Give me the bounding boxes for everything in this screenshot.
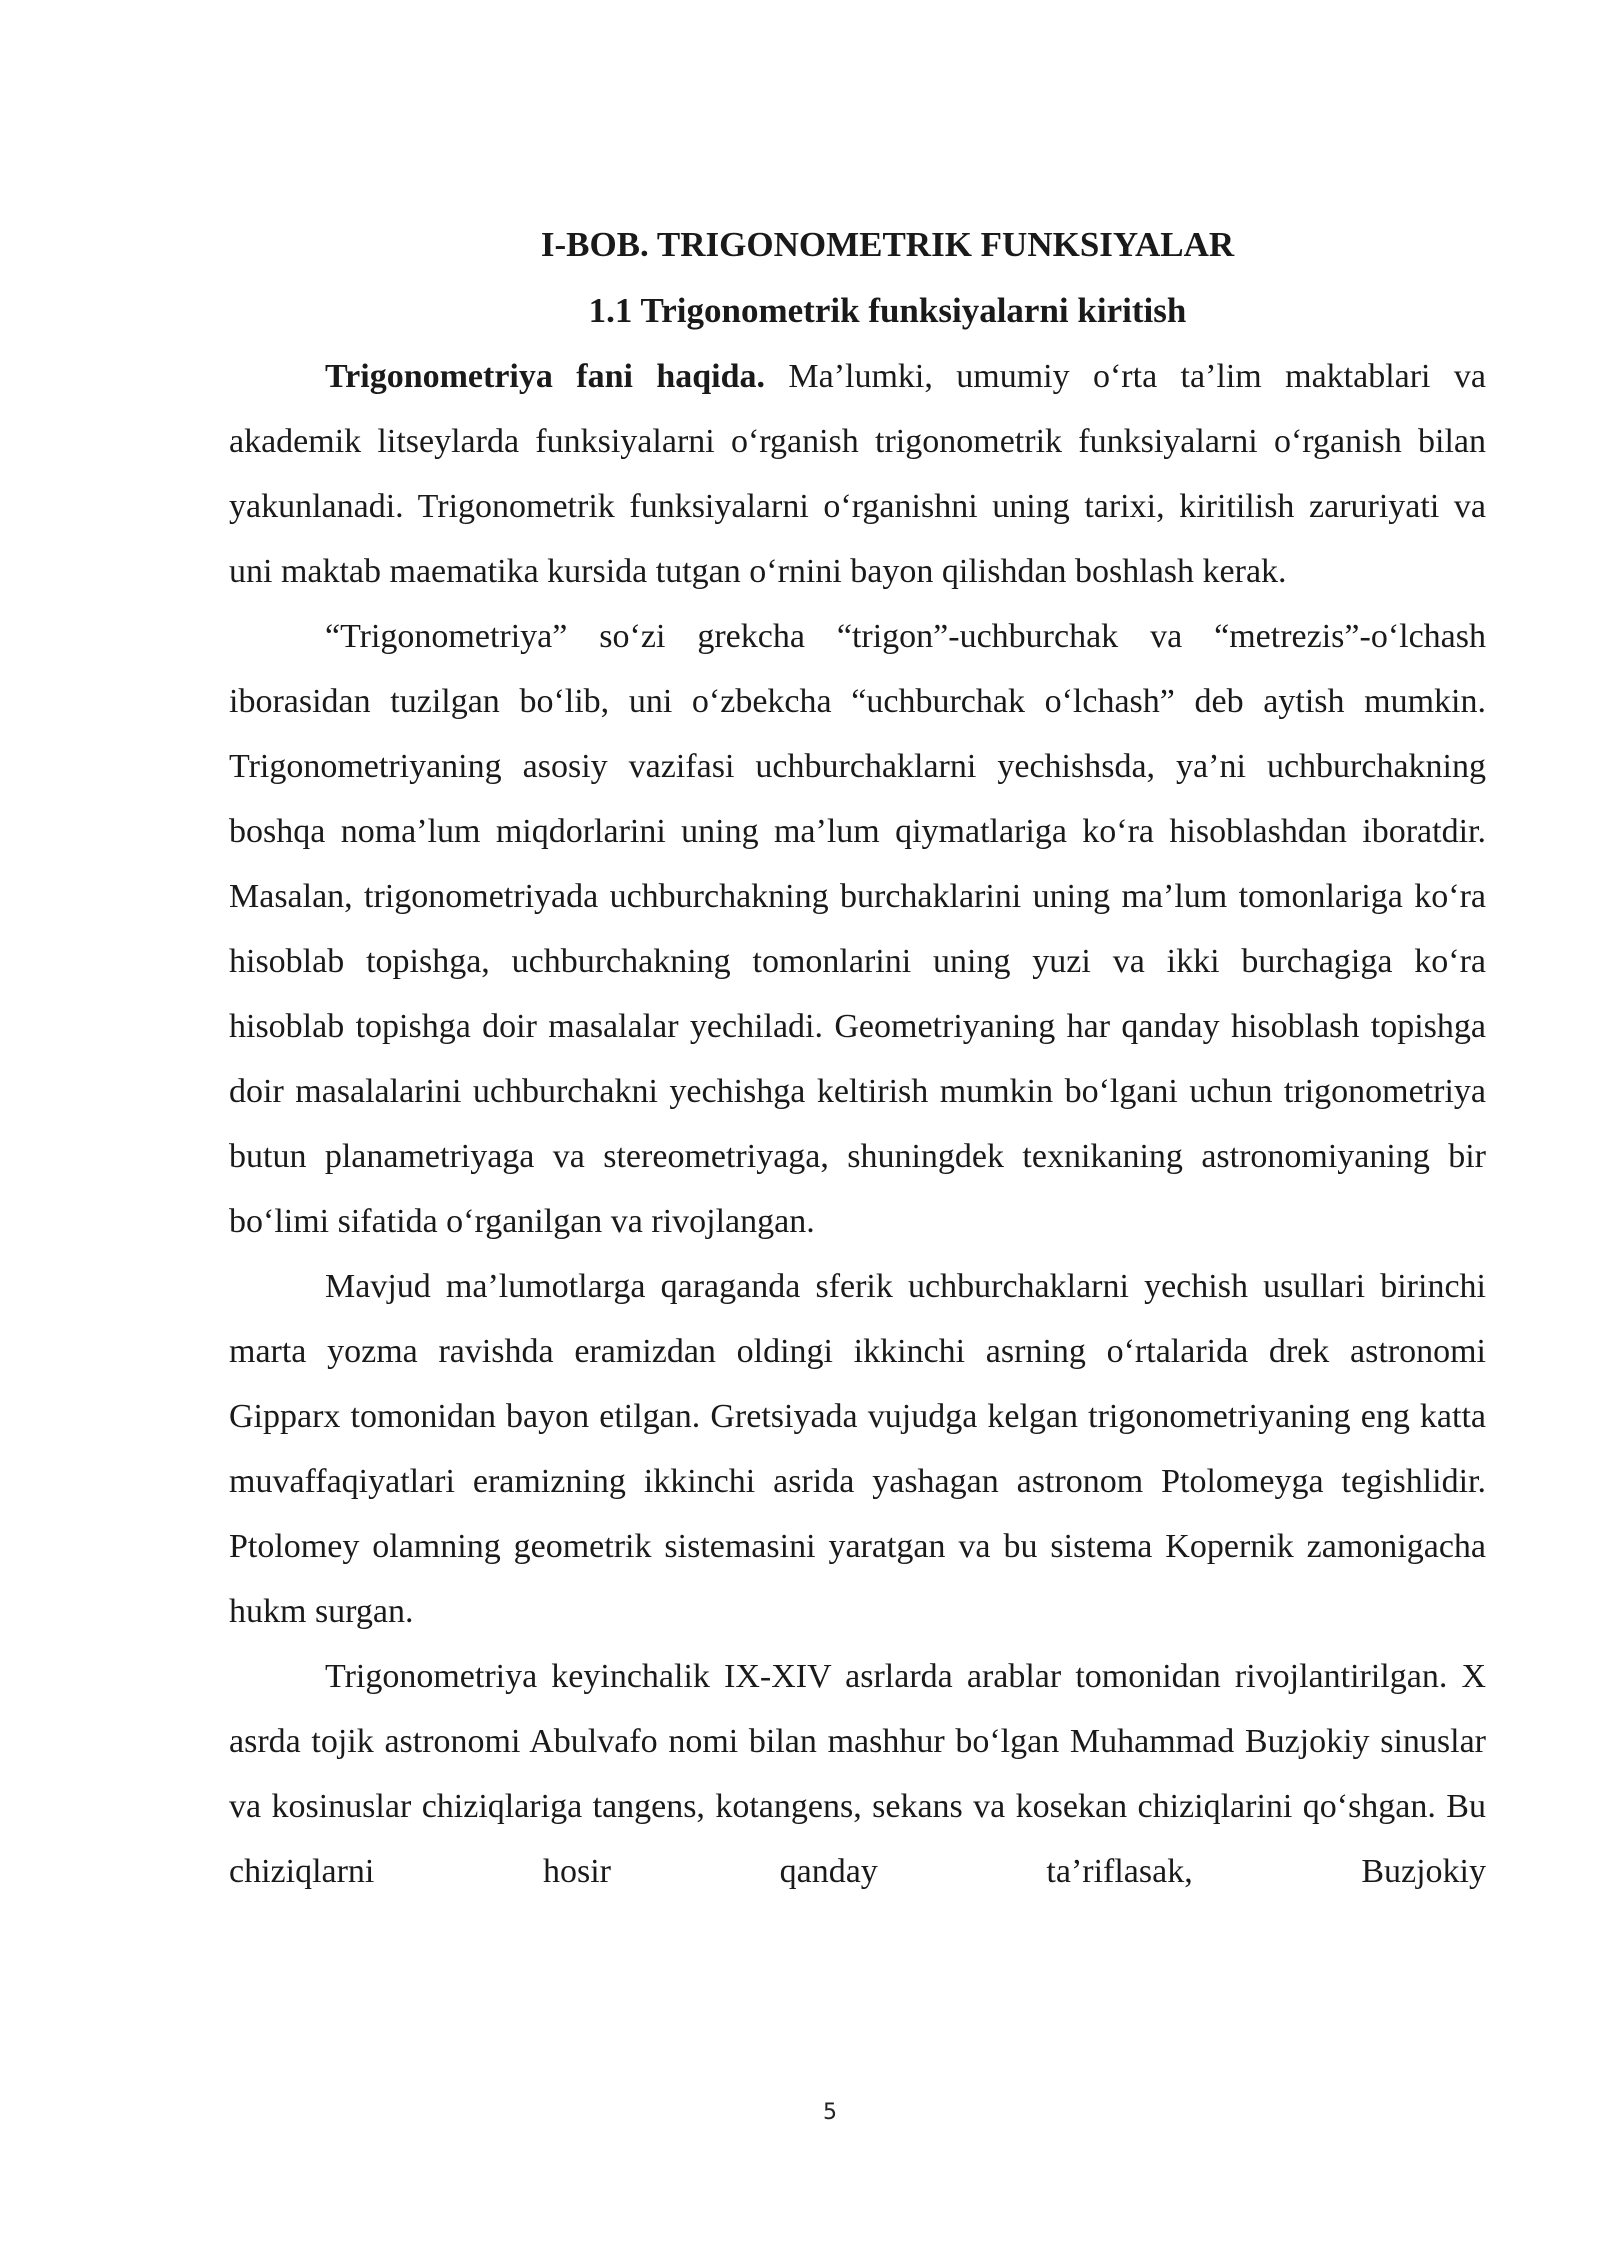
chapter-title: I-BOB. TRIGONOMETRIK FUNKSIYALAR [540, 225, 1235, 264]
paragraph-text: Ma’lumki, umumiy o‘rta ta’lim maktablari va akademik litseylarda funksiyalarni o‘rganish trigonometrik funksiyalarni o‘rganish bilan yakunlanadi. Trigonometrik funksiyalarni o‘rganishni uning tarixi, kiritilish zaruriyati va uni maktab maematika kursida tutgan o‘rnini bayon qilishdan boshlash kerak. [229, 358, 1486, 590]
paragraph: Trigonometriya keyinchalik IX-XIV asrlarda arablar tomonidan rivojlantirilgan. X asrda tojik astronomi Abulvafo nomi bilan mashhur bo‘lgan Muhammad Buzjokiy sinuslar va kosinuslar chiziqlariga tangens, kotangens, sekans va kosekan chiziqlarini qo‘shgan. Bu chiziqlarni hosir qanday ta’riflasak, Buzjokiy [229, 1658, 1486, 1890]
paragraph [229, 344, 1486, 604]
document-page [229, 212, 1486, 1904]
paragraph-lead: Trigonometriya fani haqida. [325, 358, 765, 395]
page-number: 5 [823, 2100, 837, 2125]
paragraph: Mavjud ma’lumotlarga qaraganda sferik uchburchaklarni yechish usullari birinchi marta yozma ravishda eramizdan oldingi ikkinchi asrning o‘rtalarida drek astronomi Gipparx tomonidan bayon etilgan. Gretsiyada vujudga kelgan trigonometriyaning eng katta muvaffaqiyatlari eramizning ikkinchi asrida yashagan astronom Ptolomeyga tegishlidir. Ptolomey olamning geometrik sistemasini yaratgan va bu sistema Kopernik zamonigacha hukm surgan. [229, 1268, 1486, 1630]
section-title: 1.1 Trigonometrik funksiyalarni kiritish [588, 291, 1187, 330]
paragraph: “Trigonometriya” so‘zi grekcha “trigon”-uchburchak va “metrezis”-o‘lchash iborasidan tuzilgan bo‘lib, uni o‘zbekcha “uchburchak o‘lchash” deb aytish mumkin. Trigonometriyaning asosiy vazifasi uchburchaklarni yechishsda, ya’ni uchburchakning boshqa noma’lum miqdorlarini uning ma’lum qiymatlariga ko‘ra hisoblashdan iboratdir. Masalan, trigonometriyada uchburchakning burchaklarini uning ma’lum tomonlariga ko‘ra hisoblab topishga, uchburchakning tomonlarini uning yuzi va ikki burchagiga ko‘ra hisoblab topishga doir masalalar yechiladi. Geometriyaning har qanday hisoblash topishga doir masalalarini uchburchakni yechishga keltirish mumkin bo‘lgani uchun trigonometriya butun planametriyaga va stereometriyaga, shuningdek texnikaning astronomiyaning bir bo‘limi sifatida o‘rganilgan va rivojlangan. [229, 618, 1486, 1240]
